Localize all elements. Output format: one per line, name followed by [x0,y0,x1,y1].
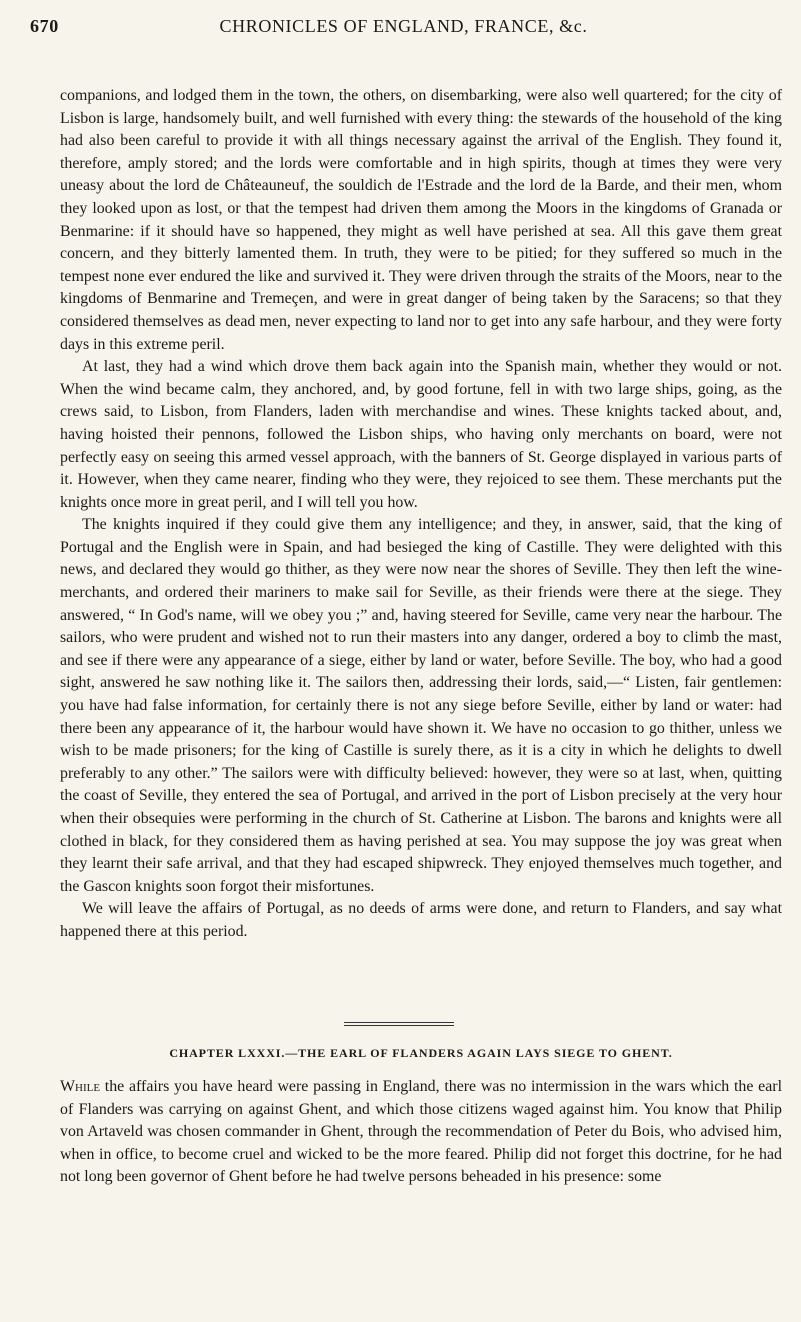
main-text [60,85,782,944]
paragraph: We will leave the affairs of Portugal, as no deeds of arms were done, and return to Flanders, and say what happened there at this period. [60,900,782,940]
paragraph: companions, and lodged them in the town, the others, on disembarking, were also well quartered; for the city of Lisbon is large, handsomely built, and well furnished with every thing: the stewards of the household of the king had also been careful to provide it with all things necessary against the arrival of the English. They found it, therefore, amply stored; and the lords were comfortable and in high spirits, though at times they were very uneasy about the lord de Châteauneuf, the souldich de l'Estrade and the lord de la Barde, and their men, whom they looked upon as lost, or that the tempest had driven them among the Moors in the kingdoms of Granada or Benmarine: if it should have so happened, they might as well have perished at sea. All this gave them great concern, and they bitterly lamented them. In truth, they were to be pitied; for they suffered so much in the tempest none ever endured the like and survived it. They were driven through the straits of the Moors, near to the kingdoms of Benmarine and Tremeçen, and were in great danger of being taken by the Saracens; so that they considered themselves as dead men, never expecting to land nor to get into any safe harbour, and they were forty days in this extreme peril. [60,87,782,353]
page-header [30,14,777,40]
running-head: CHRONICLES OF ENGLAND, FRANCE, &c. [219,16,588,36]
chapter-paragraph-text: the affairs you have heard were passing in England, there was no intermission in the wars which the earl of Flanders was carrying on against Ghent, and which those citizens waged against him. You know that Philip von Artaveld was chosen commander in Ghent, through the recommendation of Peter du Bois, who advised him, when in office, to become cruel and wicked to be the more feared. Philip did not forget this doctrine, for he had not long been governor of Ghent before he had twelve persons beheaded in his presence: some [60,1078,782,1186]
chapter-opening-word: While [60,1078,101,1095]
page-number: 670 [30,16,59,36]
paragraph: The knights inquired if they could give them any intelligence; and they, in answer, said, that the king of Portugal and the English were in Spain, and had besieged the king of Castille. They were delighted with this news, and declared they would go thither, as they were now near the shores of Seville. They then left the wine-merchants, and ordered their mariners to make sail for Seville, as their friends were there at the siege. They answered, “ In God's name, will we obey you ;” and, having steered for Seville, came very near the harbour. The sailors, who were prudent and wished not to run their masters into any danger, ordered a boy to climb the mast, and see if there were any appearance of a siege, either by land or water, before Seville. The boy, who had a good sight, answered he saw nothing like it. The sailors then, addressing their lords, said,—“ Listen, fair gentlemen: you have had false information, for certainly there is not any siege before Seville, either by land or water: had there been any appearance of it, the harbour would have shown it. We have no occasion to go thither, unless we wish to be made prisoners; for the king of Castille is surely there, as it is a city in which he delights to dwell preferably to any other.” The sailors were with difficulty believed: however, they were so at last, when, quitting the coast of Seville, they entered the sea of Portugal, and arrived in the port of Lisbon precisely at the very hour when their obsequies were performing in the church of St. Catherine at Lisbon. The barons and knights were all clothed in black, for they considered them as having perished at sea. You may suppose the joy was great when they learnt their safe arrival, and that they had escaped shipwreck. They enjoyed themselves much together, and the Gascon knights soon forgot their misfortunes. [60,516,782,895]
paragraph: At last, they had a wind which drove them back again into the Spanish main, whether they would or not. When the wind became calm, they anchored, and, by good fortune, fell in with two large ships, going, as the crews said, to Lisbon, from Flanders, laden with merchandise and wines. These knights tacked about, and, having hoisted their pennons, followed the Lisbon ships, who having only merchants on board, were not perfectly easy on seeing this armed vessel approach, with the banners of St. George displayed in various parts of it. However, when they came nearer, finding who they were, they rejoiced to see them. These merchants put the knights once more in great peril, and I will tell you how. [60,358,782,511]
chapter-paragraph [60,1076,782,1189]
chapter-text [60,1076,782,1189]
chapter-heading: CHAPTER LXXXI.—THE EARL OF FLANDERS AGAIN LAYS SIEGE TO GHENT. [169,1046,673,1060]
section-divider [344,1022,454,1026]
